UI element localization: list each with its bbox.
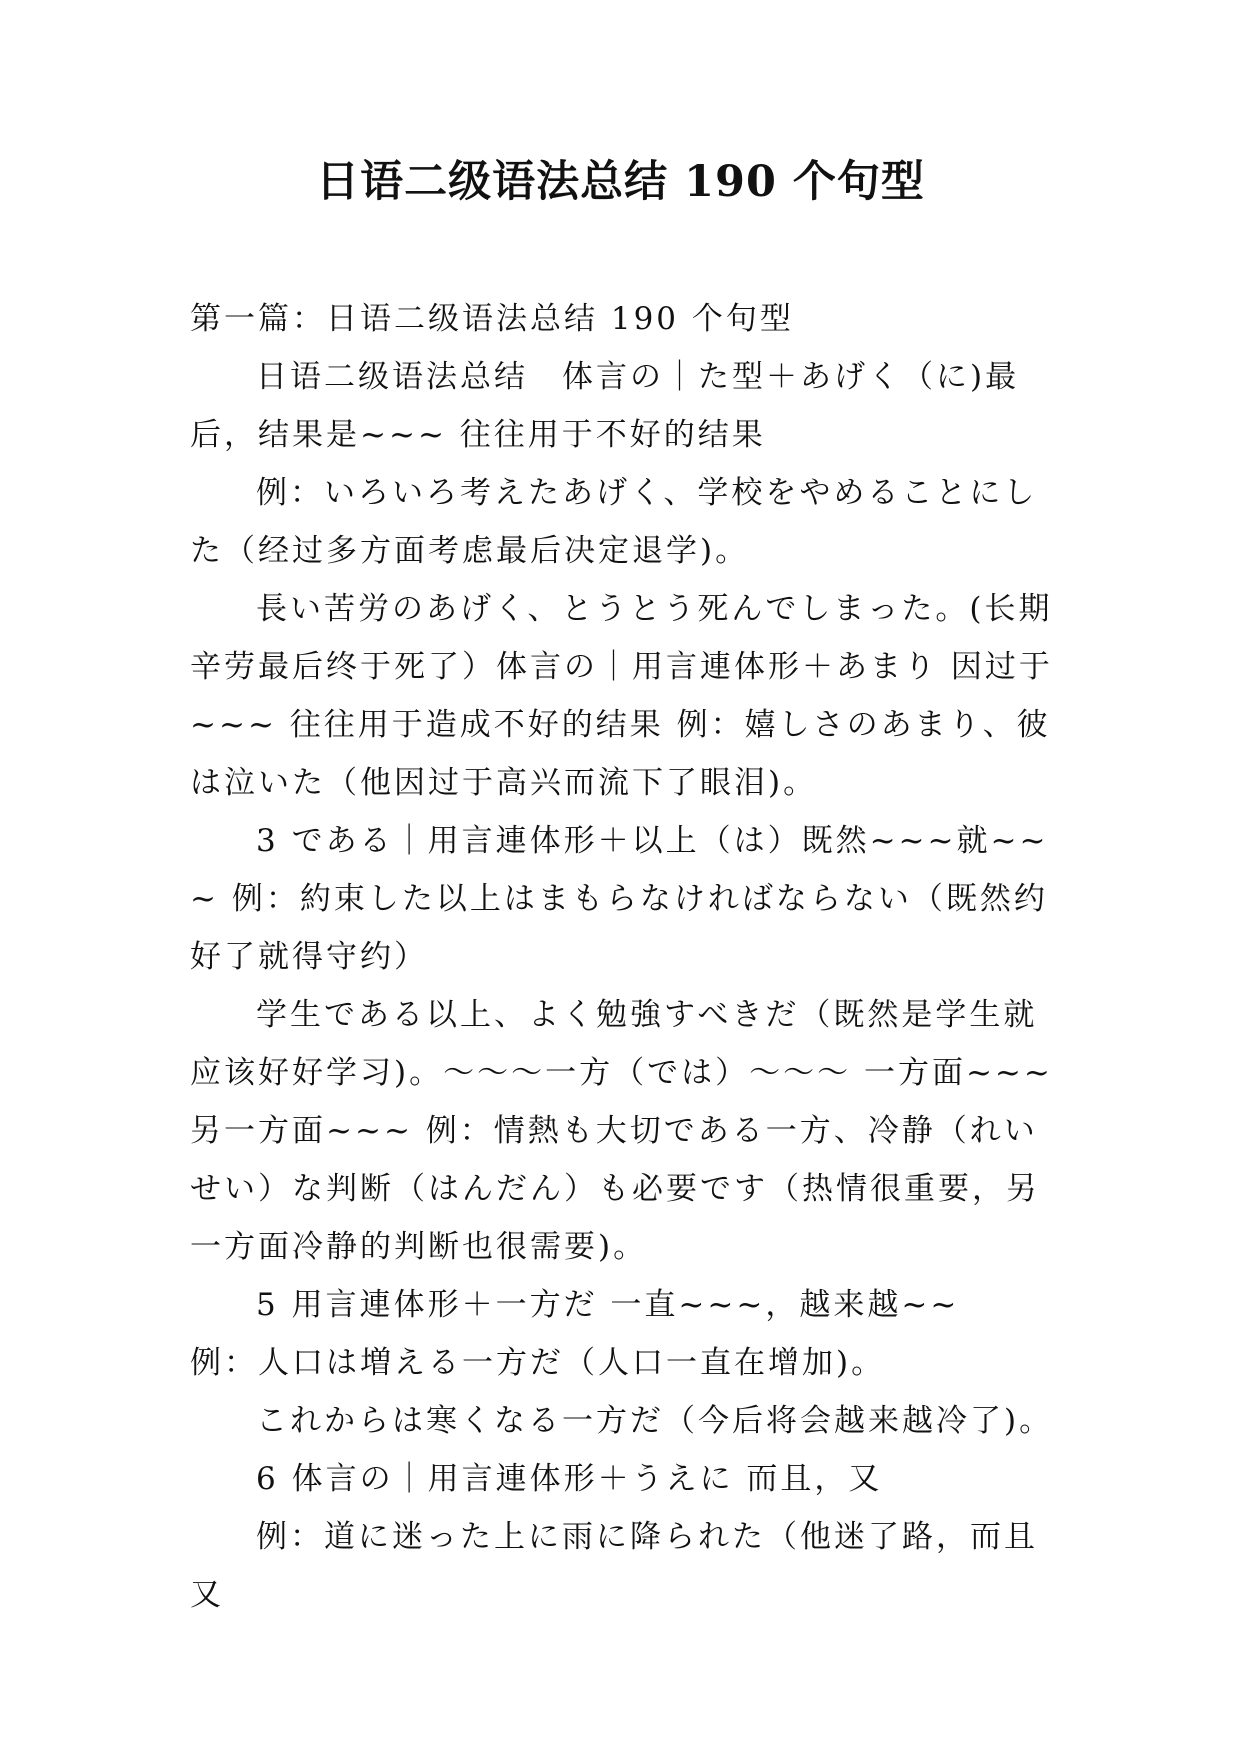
body-paragraph: これからは寒くなる一方だ（今后将会越来越冷了)。 [256,1403,1054,1439]
body-paragraph: 6 体言の｜用言連体形＋うえに 而且，又 [256,1461,883,1497]
body-paragraph: 3 である｜用言連体形＋以上（は）既然~~~就~~~ 例：約束した以上はまもらなければならない（既然约好了就得守约） [190,823,1049,975]
body-paragraph: 例：いろいろ考えたあげく、学校をやめることにした（经过多方面考虑最后决定退学)。 [190,475,1038,569]
section-heading: 第一篇：日语二级语法总结 190 个句型 [190,301,794,337]
body-paragraph: 5 用言連体形＋一方だ 一直~~~，越来越~~ 例：人口は増える一方だ（人口一直在增加)。 [190,1287,994,1381]
document-body [190,290,1060,1624]
body-paragraph: 学生である以上、よく勉強すべきだ（既然是学生就应该好好学习)。～～～一方（では）～～～ 一方面~~~另一方面~~~ 例：情熱も大切である一方、冷静（れいせい）な判断（はんだん）も必要です（热情很重要，另一方面冷静的判断也很需要)。 [190,997,1053,1265]
body-paragraph: 例：道に迷った上に雨に降られた（他迷了路，而且又 [190,1519,1038,1613]
document-title: 日语二级语法总结 190 个句型 [316,157,925,207]
body-paragraph: 長い苦労のあげく、とうとう死んでしまった。(长期辛劳最后终于死了）体言の｜用言連体形＋あまり 因过于~~~ 往往用于造成不好的结果 例：嬉しさのあまり、彼は泣いた（他因过于高兴而流下了眼泪)。 [190,591,1053,801]
body-paragraph: 日语二级语法总结 体言の｜た型＋あげく（に)最后，结果是~~~ 往往用于不好的结果 [190,359,1020,453]
